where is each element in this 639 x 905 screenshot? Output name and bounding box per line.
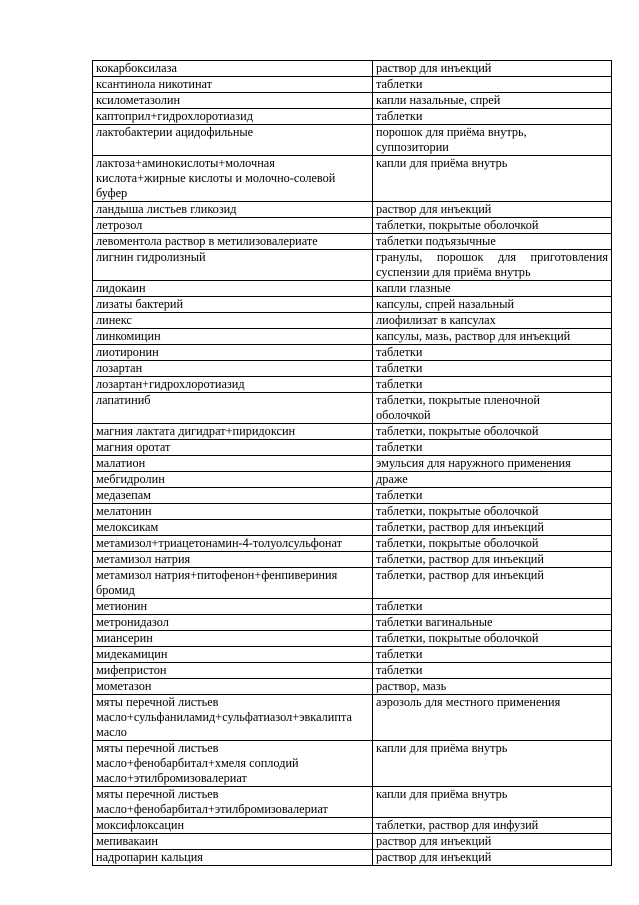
- dosage-form-cell: таблетки, раствор для инъекций: [373, 568, 612, 599]
- table-row: [93, 93, 612, 109]
- drug-name-cell: лидокаин: [93, 281, 373, 297]
- dosage-form-cell: таблетки: [373, 488, 612, 504]
- table-row: [93, 345, 612, 361]
- table-row: [93, 329, 612, 345]
- drug-name-cell: левоментола раствор в метилизовалериате: [93, 234, 373, 250]
- drug-name-cell: мидекамицин: [93, 647, 373, 663]
- table-row: [93, 125, 612, 156]
- table-row: [93, 297, 612, 313]
- dosage-form-cell: раствор для инъекций: [373, 61, 612, 77]
- dosage-form-cell: капли для приёма внутрь: [373, 787, 612, 818]
- drug-name-cell: метамизол натрия+питофенон+фенпивериния бромид: [93, 568, 373, 599]
- table-row: [93, 281, 612, 297]
- dosage-form-cell: таблетки, покрытые оболочкой: [373, 631, 612, 647]
- drug-name-cell: линкомицин: [93, 329, 373, 345]
- drug-name-cell: мифепристон: [93, 663, 373, 679]
- table-row: [93, 695, 612, 741]
- table-row: [93, 250, 612, 281]
- table-row: [93, 787, 612, 818]
- table-row: [93, 202, 612, 218]
- dosage-form-cell: таблетки: [373, 440, 612, 456]
- dosage-form-cell: таблетки: [373, 77, 612, 93]
- dosage-form-cell: аэрозоль для местного применения: [373, 695, 612, 741]
- table-row: [93, 599, 612, 615]
- table-row: [93, 393, 612, 424]
- table-row: [93, 834, 612, 850]
- dosage-form-cell: раствор, мазь: [373, 679, 612, 695]
- drug-name-cell: метамизол натрия: [93, 552, 373, 568]
- table-row: [93, 424, 612, 440]
- dosage-form-cell: раствор для инъекций: [373, 850, 612, 866]
- dosage-form-cell: порошок для приёма внутрь, суппозитории: [373, 125, 612, 156]
- drug-name-cell: мебгидролин: [93, 472, 373, 488]
- drug-name-cell: лозартан+гидрохлоротиазид: [93, 377, 373, 393]
- dosage-form-cell: капсулы, спрей назальный: [373, 297, 612, 313]
- table-row: [93, 818, 612, 834]
- table-row: [93, 456, 612, 472]
- drug-name-cell: магния оротат: [93, 440, 373, 456]
- drug-name-cell: кокарбоксилаза: [93, 61, 373, 77]
- drug-name-cell: ландыша листьев гликозид: [93, 202, 373, 218]
- drug-name-cell: линекс: [93, 313, 373, 329]
- table-row: [93, 472, 612, 488]
- drug-name-cell: мяты перечной листьев масло+сульфаниламид+сульфатиазол+эвкалипта масло: [93, 695, 373, 741]
- table-row: [93, 109, 612, 125]
- table-body: [93, 61, 612, 866]
- table-row: [93, 156, 612, 202]
- table-row: [93, 552, 612, 568]
- dosage-form-cell: раствор для инъекций: [373, 202, 612, 218]
- dosage-form-cell: раствор для инъекций: [373, 834, 612, 850]
- table-row: [93, 520, 612, 536]
- drug-name-cell: миансерин: [93, 631, 373, 647]
- drug-name-cell: метронидазол: [93, 615, 373, 631]
- table-row: [93, 568, 612, 599]
- dosage-form-cell: таблетки: [373, 663, 612, 679]
- dosage-form-cell: таблетки: [373, 647, 612, 663]
- table-row: [93, 77, 612, 93]
- dosage-form-cell: драже: [373, 472, 612, 488]
- drug-name-cell: лизаты бактерий: [93, 297, 373, 313]
- table-row: [93, 741, 612, 787]
- dosage-form-cell: таблетки вагинальные: [373, 615, 612, 631]
- drug-name-cell: лозартан: [93, 361, 373, 377]
- drug-forms-table: [92, 60, 612, 866]
- dosage-form-cell: таблетки, покрытые оболочкой: [373, 536, 612, 552]
- table-row: [93, 361, 612, 377]
- dosage-form-cell: таблетки: [373, 377, 612, 393]
- dosage-form-cell: таблетки, покрытые пленочной оболочкой: [373, 393, 612, 424]
- table-row: [93, 61, 612, 77]
- dosage-form-cell: таблетки: [373, 599, 612, 615]
- dosage-form-cell: гранулы, порошок для приготовления суспензии для приёма внутрь: [373, 250, 612, 281]
- dosage-form-cell: таблетки, покрытые оболочкой: [373, 218, 612, 234]
- table-row: [93, 850, 612, 866]
- drug-name-cell: метамизол+триацетонамин-4-толуолсульфонат: [93, 536, 373, 552]
- table-row: [93, 504, 612, 520]
- dosage-form-cell: таблетки подъязычные: [373, 234, 612, 250]
- dosage-form-cell: таблетки, покрытые оболочкой: [373, 424, 612, 440]
- table-row: [93, 218, 612, 234]
- table-row: [93, 679, 612, 695]
- drug-name-cell: мелоксикам: [93, 520, 373, 536]
- table-row: [93, 647, 612, 663]
- drug-name-cell: каптоприл+гидрохлоротиазид: [93, 109, 373, 125]
- dosage-form-cell: таблетки: [373, 361, 612, 377]
- table-row: [93, 440, 612, 456]
- drug-name-cell: мометазон: [93, 679, 373, 695]
- table-row: [93, 615, 612, 631]
- dosage-form-cell: таблетки, раствор для инъекций: [373, 520, 612, 536]
- drug-name-cell: надропарин кальция: [93, 850, 373, 866]
- dosage-form-cell: капли для приёма внутрь: [373, 156, 612, 202]
- drug-name-cell: летрозол: [93, 218, 373, 234]
- drug-name-cell: лиотиронин: [93, 345, 373, 361]
- drug-name-cell: лактоза+аминокислоты+молочная кислота+жирные кислоты и молочно-солевой буфер: [93, 156, 373, 202]
- dosage-form-cell: капли глазные: [373, 281, 612, 297]
- table-row: [93, 536, 612, 552]
- table-row: [93, 377, 612, 393]
- drug-name-cell: лапатиниб: [93, 393, 373, 424]
- table-row: [93, 663, 612, 679]
- drug-name-cell: ксантинола никотинат: [93, 77, 373, 93]
- dosage-form-cell: капли для приёма внутрь: [373, 741, 612, 787]
- drug-name-cell: лигнин гидролизный: [93, 250, 373, 281]
- dosage-form-cell: лиофилизат в капсулах: [373, 313, 612, 329]
- table-row: [93, 313, 612, 329]
- table-row: [93, 234, 612, 250]
- dosage-form-cell: эмульсия для наружного применения: [373, 456, 612, 472]
- drug-name-cell: лактобактерии ацидофильные: [93, 125, 373, 156]
- drug-name-cell: ксилометазолин: [93, 93, 373, 109]
- drug-name-cell: мелатонин: [93, 504, 373, 520]
- drug-name-cell: мяты перечной листьев масло+фенобарбитал+этилбромизовалериат: [93, 787, 373, 818]
- drug-name-cell: малатион: [93, 456, 373, 472]
- table-row: [93, 488, 612, 504]
- dosage-form-cell: капсулы, мазь, раствор для инъекций: [373, 329, 612, 345]
- dosage-form-cell: таблетки, покрытые оболочкой: [373, 504, 612, 520]
- dosage-form-cell: таблетки, раствор для инъекций: [373, 552, 612, 568]
- dosage-form-cell: таблетки: [373, 109, 612, 125]
- drug-name-cell: медазепам: [93, 488, 373, 504]
- dosage-form-cell: таблетки, раствор для инфузий: [373, 818, 612, 834]
- drug-name-cell: моксифлоксацин: [93, 818, 373, 834]
- table-row: [93, 631, 612, 647]
- drug-name-cell: метионин: [93, 599, 373, 615]
- drug-name-cell: мепивакаин: [93, 834, 373, 850]
- drug-name-cell: мяты перечной листьев масло+фенобарбитал+хмеля соплодий масло+этилбромизовалериат: [93, 741, 373, 787]
- dosage-form-cell: капли назальные, спрей: [373, 93, 612, 109]
- drug-name-cell: магния лактата дигидрат+пиридоксин: [93, 424, 373, 440]
- dosage-form-cell: таблетки: [373, 345, 612, 361]
